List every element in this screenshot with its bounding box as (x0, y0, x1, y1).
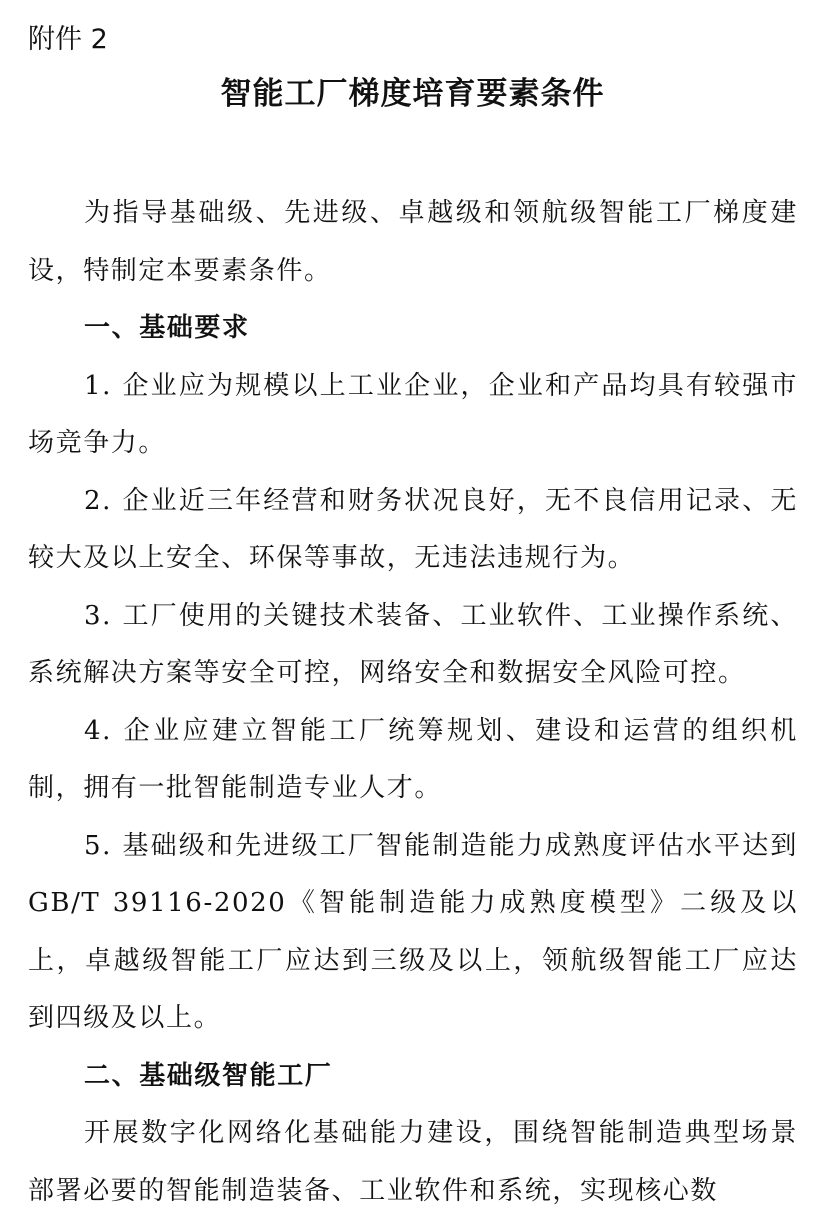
requirement-item-3: 3. 工厂使用的关键技术装备、工业软件、工业操作系统、系统解决方案等安全可控，网络安全和数据安全风险可控。 (28, 600, 798, 688)
requirement-item-5: 5. 基础级和先进级工厂智能制造能力成熟度评估水平达到 GB/T 39116-2020《智能制造能力成熟度模型》二级及以上，卓越级智能工厂应达到三级及以上，领航级智能工厂应达到四级及以上。 (28, 830, 798, 1033)
attachment-label: 附件 2 (28, 24, 108, 55)
requirement-item-2: 2. 企业近三年经营和财务状况良好，无不良信用记录、无较大及以上安全、环保等事故，无违法违规行为。 (28, 485, 798, 573)
intro-paragraph: 为指导基础级、先进级、卓越级和领航级智能工厂梯度建设，特制定本要素条件。 (28, 198, 798, 286)
requirement-item-1: 1. 企业应为规模以上工业企业，企业和产品均具有较强市场竞争力。 (28, 370, 798, 458)
requirement-item-4: 4. 企业应建立智能工厂统筹规划、建设和运营的组织机制，拥有一批智能制造专业人才。 (28, 715, 798, 803)
section-heading-basic-requirements: 一、基础要求 (84, 313, 250, 343)
basic-level-paragraph: 开展数字化网络化基础能力建设，围绕智能制造典型场景部署必要的智能制造装备、工业软件和系统，实现核心数 (28, 1118, 798, 1206)
document-body (28, 185, 798, 1220)
section-heading-basic-level-factory: 二、基础级智能工厂 (84, 1060, 333, 1091)
document-title: 智能工厂梯度培育要素条件 (220, 76, 605, 112)
